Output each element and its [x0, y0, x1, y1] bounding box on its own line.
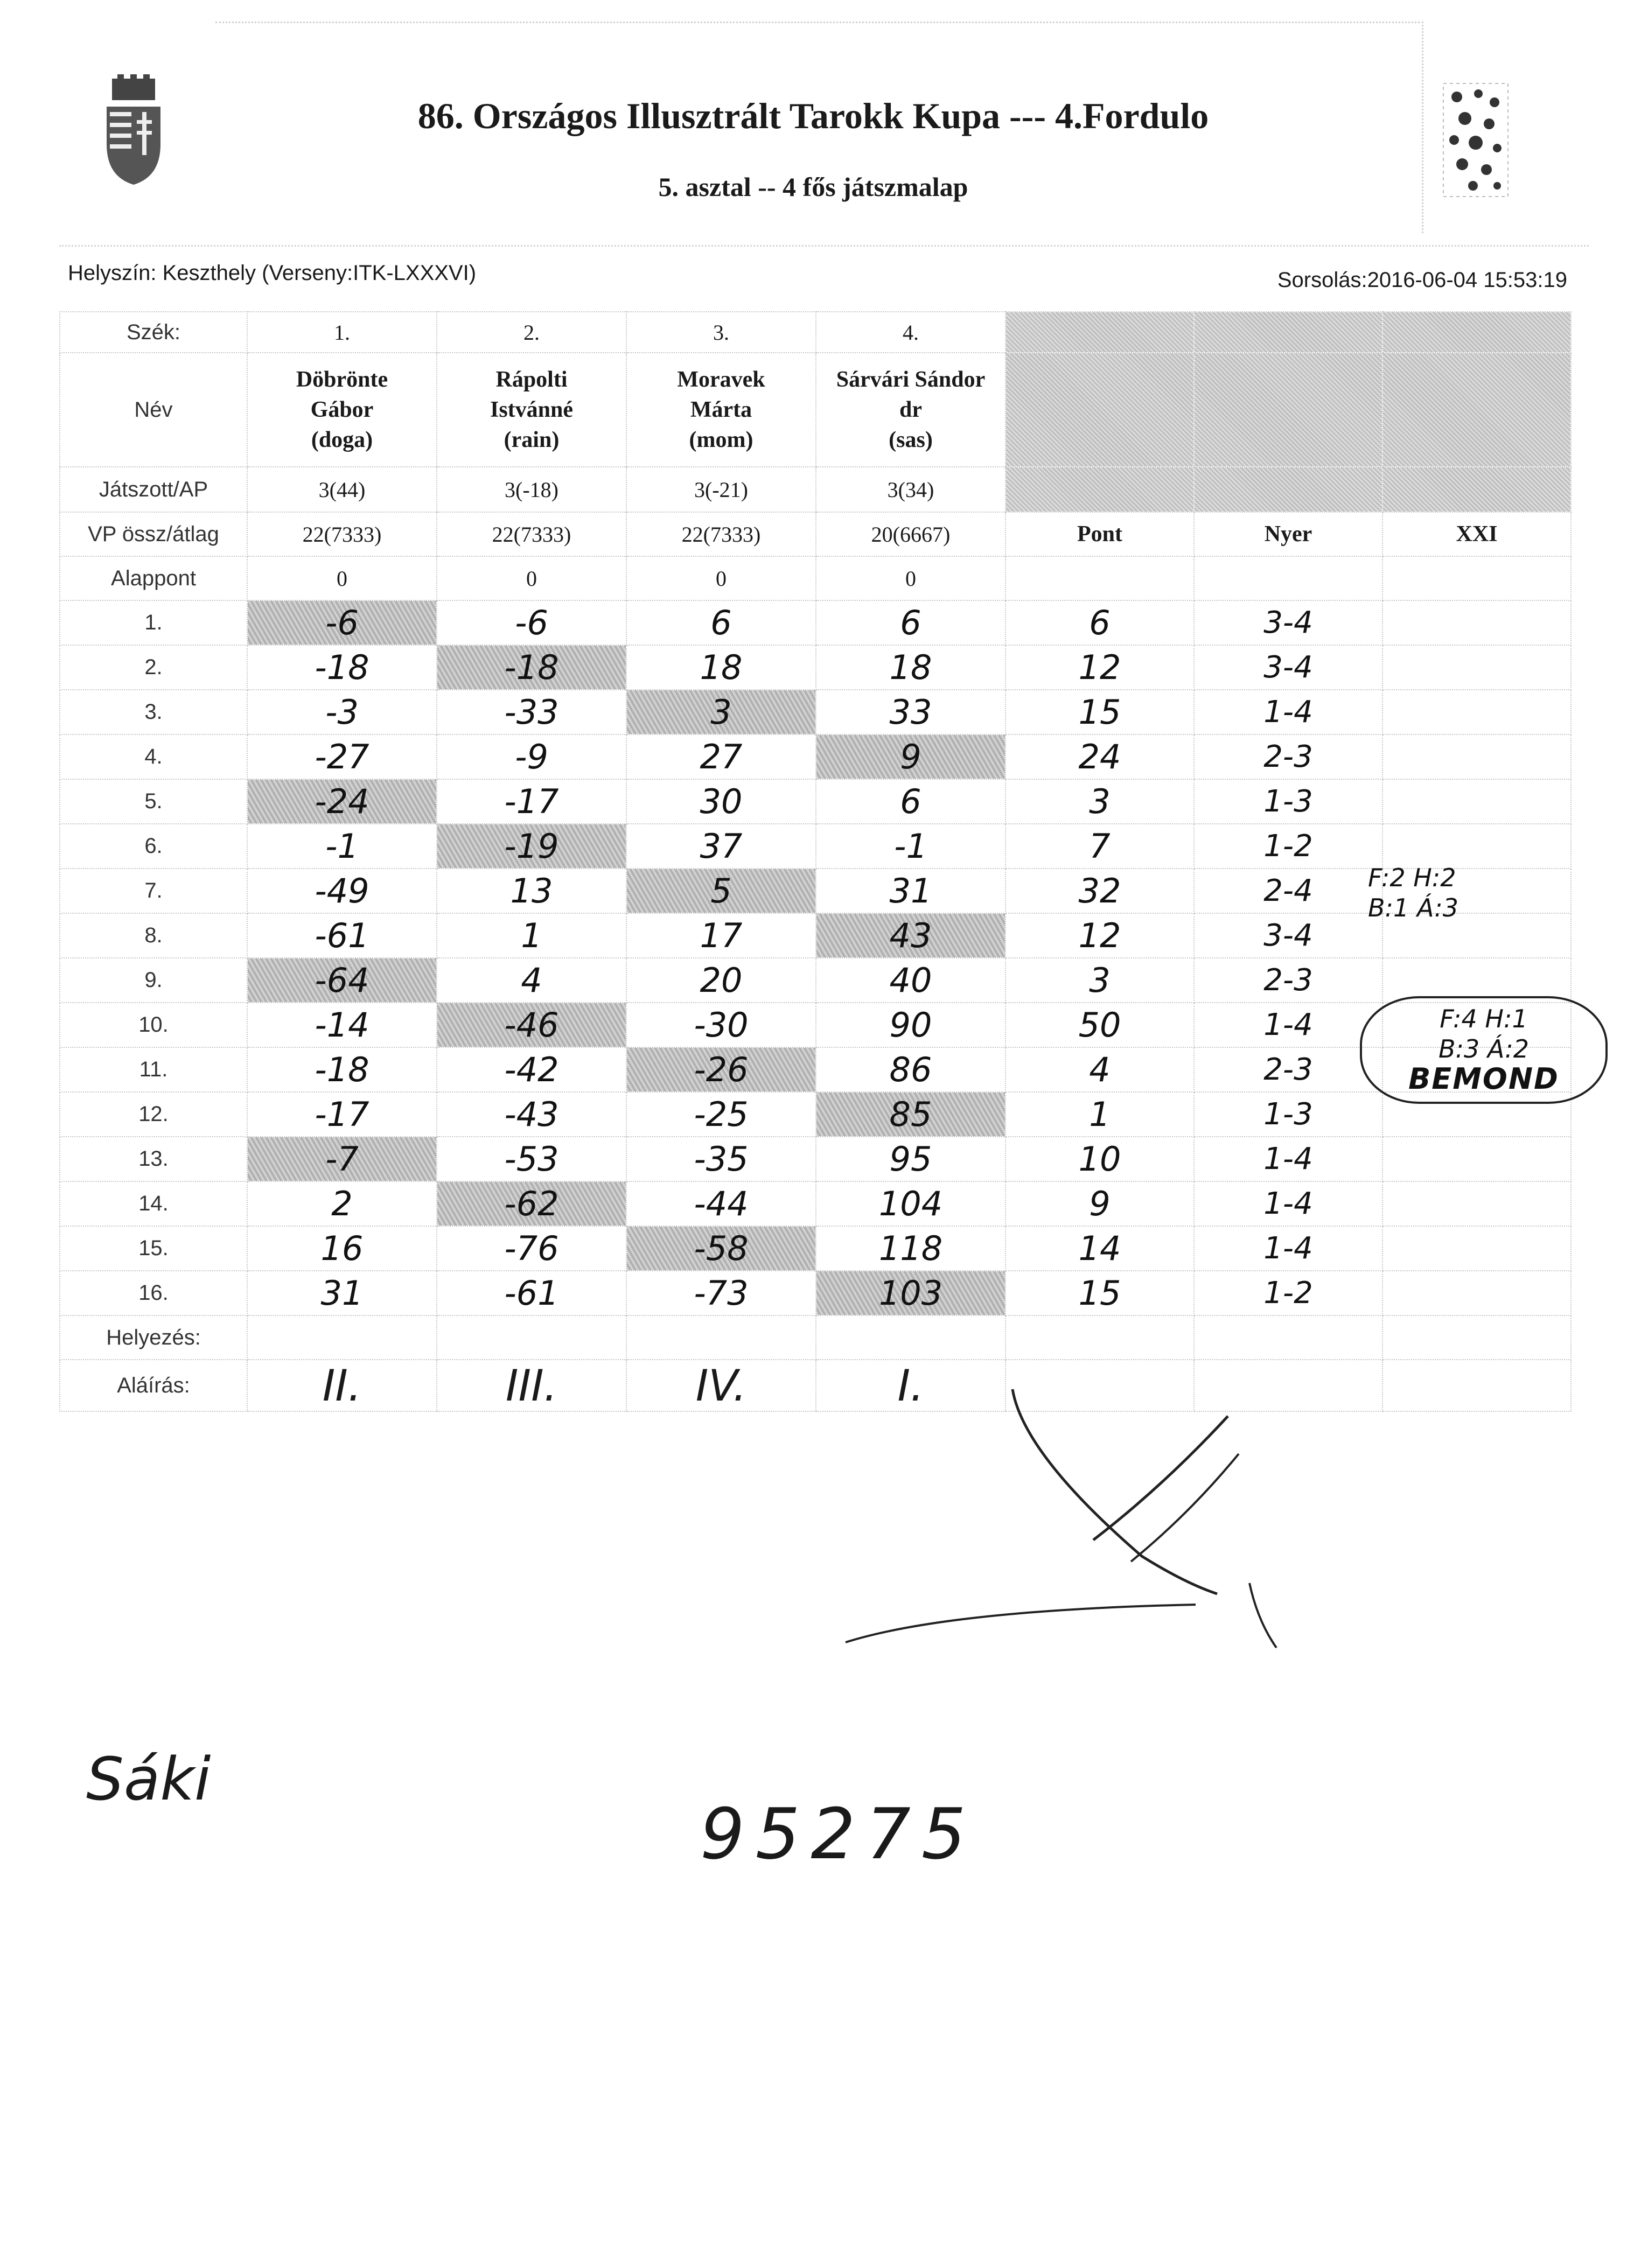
round-score: 31	[247, 1271, 437, 1315]
round-score: 31	[816, 869, 1005, 913]
round-row	[60, 1003, 1571, 1047]
round-number: 16.	[60, 1271, 247, 1315]
round-score: 18	[816, 645, 1005, 690]
round-score: 104	[816, 1181, 1005, 1226]
round-row	[60, 1047, 1571, 1092]
hungarian-coat-of-arms-icon	[101, 74, 166, 187]
round-xxi	[1382, 645, 1571, 690]
round-score: 30	[626, 779, 816, 824]
vp-value: 22(7333)	[247, 512, 437, 556]
round-score: -14	[247, 1003, 437, 1047]
round-score: 16	[247, 1226, 437, 1271]
side-note	[1368, 863, 1458, 923]
round-nyer: 2-4	[1194, 869, 1382, 913]
round-number: 11.	[60, 1047, 247, 1092]
round-score: -9	[437, 734, 626, 779]
round-nyer: 1-4	[1194, 690, 1382, 734]
page-title: 86. Országos Illusztrált Tarokk Kupa --- 4.Fordulo	[417, 95, 1209, 136]
round-row	[60, 958, 1571, 1003]
round-score: -46	[437, 1003, 626, 1047]
round-row	[60, 1271, 1571, 1315]
round-number: 15.	[60, 1226, 247, 1271]
seat-label: Szék:	[60, 312, 247, 353]
round-pont: 12	[1005, 645, 1194, 690]
round-score: 3	[626, 690, 816, 734]
placement-row	[60, 1315, 1571, 1360]
round-score: -7	[247, 1137, 437, 1181]
round-score: -30	[626, 1003, 816, 1047]
round-number: 10.	[60, 1003, 247, 1047]
round-score: 95	[816, 1137, 1005, 1181]
round-pont: 10	[1005, 1137, 1194, 1181]
round-pont: 50	[1005, 1003, 1194, 1047]
round-pont: 1	[1005, 1092, 1194, 1137]
round-score: -53	[437, 1137, 626, 1181]
round-row	[60, 1226, 1571, 1271]
vp-label: VP össz/átlag	[60, 512, 247, 556]
player-name	[437, 353, 626, 467]
signature-mark: I.	[816, 1360, 1005, 1411]
round-pont: 6	[1005, 600, 1194, 645]
round-pont: 15	[1005, 1271, 1194, 1315]
round-score: 85	[816, 1092, 1005, 1137]
round-score: 90	[816, 1003, 1005, 1047]
player-name	[816, 353, 1005, 467]
round-score: 40	[816, 958, 1005, 1003]
played-label: Játszott/AP	[60, 467, 247, 512]
round-number: 6.	[60, 824, 247, 869]
round-pont: 9	[1005, 1181, 1194, 1226]
round-score: -27	[247, 734, 437, 779]
player-second-line: dr	[899, 397, 922, 422]
round-score: -1	[816, 824, 1005, 869]
round-pont: 12	[1005, 913, 1194, 958]
player-second-line: Istvánné	[490, 397, 574, 422]
round-score: 5	[626, 869, 816, 913]
round-number: 8.	[60, 913, 247, 958]
round-score: -17	[437, 779, 626, 824]
round-number: 13.	[60, 1137, 247, 1181]
scribble-left: Sáki	[86, 1745, 211, 1814]
blank-cell	[1382, 1315, 1571, 1360]
blank-cell	[1005, 467, 1194, 512]
round-pont: 3	[1005, 958, 1194, 1003]
player-first-line: Sárvári Sándor	[836, 367, 986, 392]
round-pont: 15	[1005, 690, 1194, 734]
round-score: -17	[247, 1092, 437, 1137]
pont-header: Pont	[1005, 512, 1194, 556]
blank-cell	[1005, 353, 1194, 467]
player-nick: (doga)	[311, 428, 373, 452]
round-nyer: 3-4	[1194, 645, 1382, 690]
base-row	[60, 556, 1571, 600]
round-score: -44	[626, 1181, 816, 1226]
round-score: -6	[247, 600, 437, 645]
round-score: -26	[626, 1047, 816, 1092]
player-second-line: Márta	[690, 397, 752, 422]
round-nyer: 1-2	[1194, 1271, 1382, 1315]
round-number: 1.	[60, 600, 247, 645]
round-score: -76	[437, 1226, 626, 1271]
blank-cell	[247, 1315, 437, 1360]
round-score: -42	[437, 1047, 626, 1092]
round-xxi	[1382, 1271, 1571, 1315]
vp-value: 22(7333)	[626, 512, 816, 556]
round-nyer: 1-4	[1194, 1226, 1382, 1271]
blank-cell	[1005, 312, 1194, 353]
round-nyer: 3-4	[1194, 600, 1382, 645]
round-xxi	[1382, 824, 1571, 869]
round-score: -25	[626, 1092, 816, 1137]
round-score: -35	[626, 1137, 816, 1181]
handwritten-cross-mark	[840, 1378, 1325, 1680]
round-score: -19	[437, 824, 626, 869]
player-nick: (sas)	[889, 428, 933, 452]
round-xxi	[1382, 1137, 1571, 1181]
round-score: 43	[816, 913, 1005, 958]
blank-cell	[1382, 1360, 1571, 1411]
round-number: 5.	[60, 779, 247, 824]
draw-time-text: Sorsolás:2016-06-04 15:53:19	[1277, 268, 1567, 292]
blank-cell	[1194, 353, 1382, 467]
nyer-header: Nyer	[1194, 512, 1382, 556]
round-nyer: 1-4	[1194, 1003, 1382, 1047]
round-score: 27	[626, 734, 816, 779]
rounds-body	[60, 600, 1571, 1315]
name-label: Név	[60, 353, 247, 467]
round-score: -18	[247, 645, 437, 690]
signature-row	[60, 1360, 1571, 1411]
side-note-line: F:2 H:2	[1368, 863, 1456, 892]
bemond-word: BEMOND	[1408, 1062, 1559, 1096]
round-score: -18	[247, 1047, 437, 1092]
round-xxi	[1382, 1181, 1571, 1226]
signature-mark: II.	[247, 1360, 437, 1411]
base-value: 0	[816, 556, 1005, 600]
round-pont: 24	[1005, 734, 1194, 779]
round-pont: 3	[1005, 779, 1194, 824]
page-subtitle: 5. asztal -- 4 fős játszmalap	[658, 172, 968, 202]
score-sheet-table	[59, 311, 1572, 1412]
signature-label: Aláírás:	[60, 1360, 247, 1411]
round-score: -6	[437, 600, 626, 645]
played-row	[60, 467, 1571, 512]
round-row	[60, 869, 1571, 913]
round-score: 6	[816, 600, 1005, 645]
blank-cell	[1194, 312, 1382, 353]
round-row	[60, 1137, 1571, 1181]
round-number: 12.	[60, 1092, 247, 1137]
blank-cell	[816, 1315, 1005, 1360]
bemond-note	[1360, 996, 1608, 1104]
player-nick: (rain)	[504, 428, 560, 452]
round-score: -62	[437, 1181, 626, 1226]
played-value: 3(-18)	[437, 467, 626, 512]
player-first-line: Moravek	[677, 367, 765, 392]
round-nyer: 2-3	[1194, 1047, 1382, 1092]
round-score: -3	[247, 690, 437, 734]
round-pont: 7	[1005, 824, 1194, 869]
round-row	[60, 600, 1571, 645]
round-score: -1	[247, 824, 437, 869]
round-score: -43	[437, 1092, 626, 1137]
round-pont: 14	[1005, 1226, 1194, 1271]
round-score: 37	[626, 824, 816, 869]
played-value: 3(-21)	[626, 467, 816, 512]
base-value: 0	[626, 556, 816, 600]
base-value: 0	[437, 556, 626, 600]
round-row	[60, 690, 1571, 734]
round-number: 2.	[60, 645, 247, 690]
round-score: 6	[626, 600, 816, 645]
round-score: -49	[247, 869, 437, 913]
blank-cell	[626, 1315, 816, 1360]
round-score: 103	[816, 1271, 1005, 1315]
player-second-line: Gábor	[310, 397, 374, 422]
played-value: 3(34)	[816, 467, 1005, 512]
blank-cell	[1194, 556, 1382, 600]
seat-number: 4.	[816, 312, 1005, 353]
round-nyer: 1-2	[1194, 824, 1382, 869]
blank-cell	[1194, 467, 1382, 512]
seat-number: 3.	[626, 312, 816, 353]
round-score: 13	[437, 869, 626, 913]
name-row	[60, 353, 1571, 467]
signature-mark: III.	[437, 1360, 626, 1411]
player-name	[247, 353, 437, 467]
blank-cell	[437, 1315, 626, 1360]
blank-cell	[1382, 353, 1571, 467]
blank-cell	[1005, 1315, 1194, 1360]
player-first-line: Döbrönte	[296, 367, 388, 392]
seat-row	[60, 312, 1571, 353]
round-score: -61	[247, 913, 437, 958]
round-score: 2	[247, 1181, 437, 1226]
vp-value: 20(6667)	[816, 512, 1005, 556]
round-pont: 32	[1005, 869, 1194, 913]
round-row	[60, 913, 1571, 958]
round-nyer: 2-3	[1194, 958, 1382, 1003]
round-row	[60, 645, 1571, 690]
round-pont: 4	[1005, 1047, 1194, 1092]
header-divider	[59, 245, 1589, 247]
player-nick: (mom)	[689, 428, 753, 452]
round-score: -18	[437, 645, 626, 690]
round-score: 20	[626, 958, 816, 1003]
bemond-note-line: B:3 Á:2	[1438, 1034, 1530, 1063]
round-number: 3.	[60, 690, 247, 734]
round-score: -64	[247, 958, 437, 1003]
bemond-note-line: F:4 H:1	[1440, 1004, 1528, 1033]
side-note-line: B:1 Á:3	[1368, 893, 1459, 922]
round-score: -58	[626, 1226, 816, 1271]
played-value: 3(44)	[247, 467, 437, 512]
player-first-line: Rápolti	[495, 367, 568, 392]
round-score: -61	[437, 1271, 626, 1315]
round-xxi	[1382, 779, 1571, 824]
round-row	[60, 824, 1571, 869]
seat-number: 1.	[247, 312, 437, 353]
round-number: 9.	[60, 958, 247, 1003]
round-xxi	[1382, 600, 1571, 645]
vp-value: 22(7333)	[437, 512, 626, 556]
signature-mark: IV.	[626, 1360, 816, 1411]
round-xxi	[1382, 1226, 1571, 1271]
seal-stamp-icon	[1441, 81, 1511, 199]
round-score: -73	[626, 1271, 816, 1315]
round-score: 33	[816, 690, 1005, 734]
round-number: 7.	[60, 869, 247, 913]
blank-cell	[1382, 556, 1571, 600]
round-row	[60, 734, 1571, 779]
blank-cell	[1005, 556, 1194, 600]
round-nyer: 1-4	[1194, 1137, 1382, 1181]
round-score: -24	[247, 779, 437, 824]
round-score: 1	[437, 913, 626, 958]
seat-number: 2.	[437, 312, 626, 353]
round-score: 86	[816, 1047, 1005, 1092]
round-number: 4.	[60, 734, 247, 779]
round-score: 4	[437, 958, 626, 1003]
location-text: Helyszín: Keszthely (Verseny:ITK-LXXXVI)	[68, 261, 477, 285]
xxi-header: XXI	[1382, 512, 1571, 556]
round-xxi	[1382, 734, 1571, 779]
base-value: 0	[247, 556, 437, 600]
vp-row	[60, 512, 1571, 556]
round-score: 18	[626, 645, 816, 690]
blank-cell	[1382, 312, 1571, 353]
round-score: 9	[816, 734, 1005, 779]
player-name	[626, 353, 816, 467]
scribble-center: 95275	[700, 1793, 977, 1875]
round-xxi	[1382, 690, 1571, 734]
round-row	[60, 1092, 1571, 1137]
blank-cell	[1382, 467, 1571, 512]
round-nyer: 1-3	[1194, 779, 1382, 824]
round-score: 118	[816, 1226, 1005, 1271]
round-nyer: 3-4	[1194, 913, 1382, 958]
round-nyer: 1-3	[1194, 1092, 1382, 1137]
round-nyer: 1-4	[1194, 1181, 1382, 1226]
round-score: 6	[816, 779, 1005, 824]
round-nyer: 2-3	[1194, 734, 1382, 779]
round-score: -33	[437, 690, 626, 734]
round-score: 17	[626, 913, 816, 958]
round-row	[60, 1181, 1571, 1226]
round-number: 14.	[60, 1181, 247, 1226]
blank-cell	[1194, 1315, 1382, 1360]
placement-label: Helyezés:	[60, 1315, 247, 1360]
base-label: Alappont	[60, 556, 247, 600]
round-row	[60, 779, 1571, 824]
